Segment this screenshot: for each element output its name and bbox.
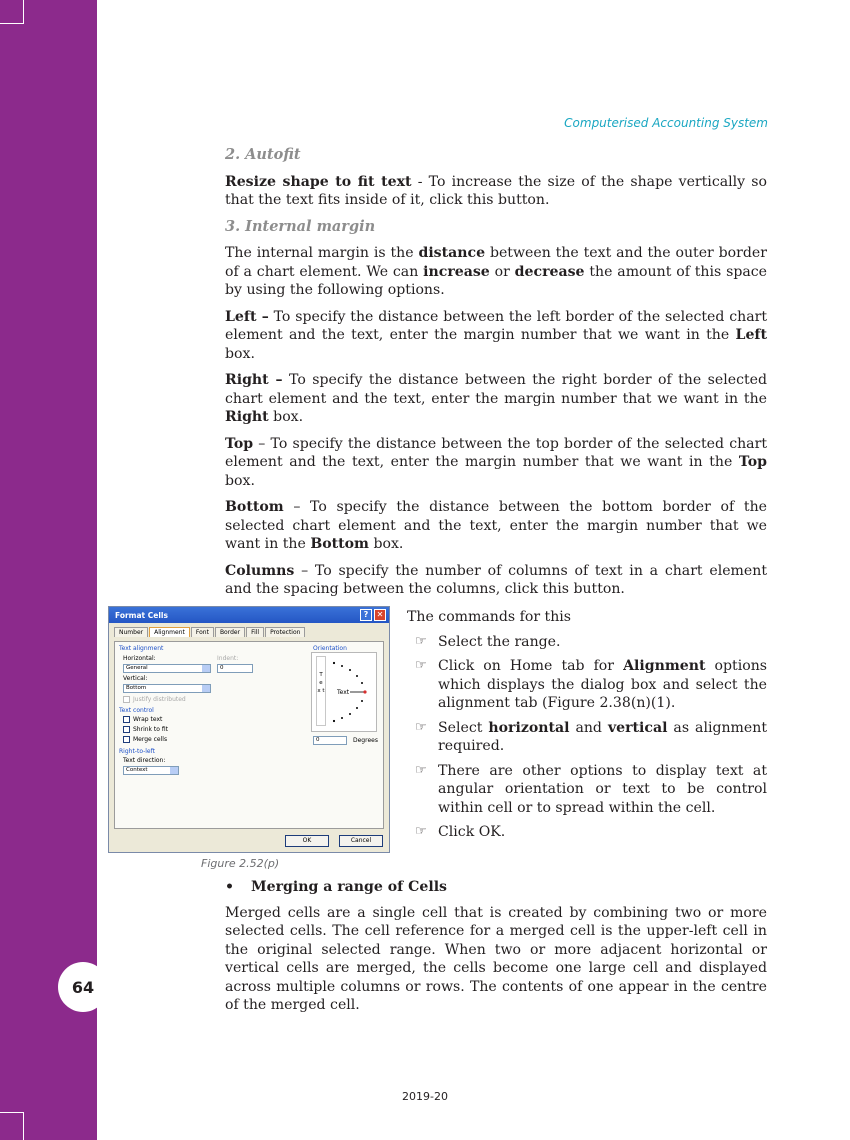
dialog-title-bar [109, 607, 389, 623]
text-direction-value: Context [126, 767, 148, 773]
vertical-value: Bottom [126, 685, 147, 691]
text-bold: vertical [607, 719, 668, 736]
format-cells-dialog-figure [108, 606, 390, 853]
pointing-hand-icon: ☞ [415, 658, 427, 673]
autofit-text: - To increase the size of the shape vertically so that the text fits inside of it, click this button. [225, 173, 767, 208]
commands-intro: The commands for this [407, 609, 572, 625]
bottom-margin-paragraph [225, 498, 767, 554]
left-margin-paragraph [225, 308, 767, 364]
text-bold: increase [423, 263, 490, 280]
columns-paragraph [225, 562, 767, 599]
footer-year: 2019-20 [402, 1090, 448, 1103]
text-run: There are other options to display text at angular orientation or text to be control within cell or to spread within the cell. [438, 762, 767, 816]
pointing-hand-icon: ☞ [415, 633, 427, 649]
internal-margin-intro [225, 244, 767, 300]
merge-cells-checkbox[interactable] [123, 736, 130, 743]
vertical-select[interactable] [123, 684, 211, 693]
text-run: – To specify the distance between the bottom border of the selected chart element and the text, enter the margin number that we want in the [225, 499, 767, 552]
tab-border[interactable]: Border [215, 627, 245, 637]
text-bold: Left [735, 327, 767, 343]
wrap-text-checkbox[interactable] [123, 716, 130, 723]
text-bold: horizontal [488, 719, 570, 736]
text-run: To specify the distance between the right border of the selected chart element and the text, enter the margin number that we want in the [225, 372, 767, 407]
text-bold: distance [418, 245, 486, 261]
text-direction-select[interactable] [123, 766, 179, 775]
top-margin-paragraph [225, 435, 767, 491]
vertical-label: Vertical: [123, 675, 148, 682]
autofit-heading: 2. Autofit [225, 146, 301, 163]
merging-section [225, 878, 767, 1015]
crop-mark-top [0, 0, 24, 24]
text-direction-label: Text direction: [123, 757, 166, 764]
text-run: or [489, 263, 515, 280]
text-run: – To specify the distance between the top border of the selected chart element and the text, enter the margin number that we want in the [225, 435, 767, 470]
indent-input[interactable]: 0 [217, 664, 253, 673]
text-bold: Right – [225, 372, 283, 388]
merging-paragraph: Merged cells are a single cell that is created by combining two or more selected cells. The cell reference for a merged cell is the upper-left cell in the original selected range. When two or more adjacent horizontal or vertical cells are merged, the cells become one large cell and displayed across multiple columns or rows. The contents of one appear in the centre of the merged cell. [225, 904, 767, 1013]
text-bold: Top [225, 435, 254, 452]
text-bold: Alignment [623, 658, 706, 674]
page-number: 64 [58, 962, 108, 1012]
right-margin-paragraph [225, 371, 767, 427]
text-bold: Left – [225, 308, 269, 325]
text-run: Select [438, 719, 489, 736]
ok-button[interactable]: OK [285, 835, 329, 847]
orientation-dial[interactable] [330, 657, 374, 727]
shrink-to-fit-label: Shrink to fit [133, 726, 168, 733]
shrink-to-fit-checkbox[interactable] [123, 726, 130, 733]
tab-fill[interactable]: Fill [246, 627, 264, 637]
text-run: box. [225, 472, 255, 489]
autofit-term: Resize shape to fit text [225, 173, 412, 190]
text-run: – To specify the number of columns of text in a chart element and the spacing between the columns, click this button. [225, 562, 767, 597]
running-head: Computerised Accounting System [564, 116, 768, 130]
text-alignment-group: Text alignment [119, 645, 164, 652]
list-item [407, 762, 767, 818]
orientation-box [311, 652, 377, 732]
dialog-tabs [109, 623, 389, 637]
text-control-group: Text control [119, 707, 154, 714]
degrees-input[interactable]: 0 [313, 736, 347, 745]
tab-alignment[interactable]: Alignment [149, 627, 190, 637]
text-bold: Right [225, 409, 269, 425]
tab-font[interactable]: Font [191, 627, 214, 637]
degrees-label: Degrees [353, 737, 378, 744]
list-item [407, 633, 767, 652]
merging-heading-text: Merging a range of Cells [251, 879, 447, 895]
merge-cells-label: Merge cells [133, 736, 168, 743]
justify-distributed-label: Justify distributed [133, 696, 186, 703]
indent-label: Indent: [217, 655, 239, 662]
text-bold: Columns [225, 562, 295, 579]
wrap-text-label: Wrap text [133, 716, 163, 723]
text-run: box. [225, 345, 255, 362]
text-run: Click OK. [438, 824, 506, 840]
orientation-dial-text: Text [337, 689, 350, 696]
right-to-left-group: Right-to-left [119, 748, 155, 755]
pointing-hand-icon: ☞ [415, 824, 427, 839]
text-run: the amount of this space by using the following options. [225, 263, 767, 298]
text-run: box. [368, 536, 404, 552]
text-bold: Bottom [310, 536, 369, 552]
text-run: between the text and the outer border of a chart element. We can [225, 245, 767, 280]
tab-number[interactable]: Number [114, 627, 148, 637]
close-icon[interactable]: ✕ [374, 609, 386, 621]
text-bold: Bottom [225, 499, 284, 515]
text-run: options which displays the dialog box and select the alignment tab (Figure 2.38(n)(1). [438, 658, 768, 711]
text-bold: Top [738, 454, 767, 470]
pointing-hand-icon: ☞ [415, 762, 427, 778]
justify-distributed-checkbox[interactable] [123, 696, 130, 703]
text-run: Click on Home tab for [438, 658, 624, 674]
text-run: as alignment required. [438, 719, 768, 754]
vertical-text-option[interactable]: T e x t [316, 656, 326, 726]
orientation-group: Orientation [313, 645, 347, 652]
help-icon[interactable]: ? [360, 609, 372, 621]
text-run: Select the range. [438, 633, 561, 650]
horizontal-value: General [126, 665, 148, 671]
internal-margin-heading: 3. Internal margin [225, 217, 376, 235]
merging-heading [225, 878, 767, 897]
dialog-title: Format Cells [115, 611, 168, 620]
autofit-paragraph [225, 173, 767, 210]
pointing-hand-icon: ☞ [415, 719, 427, 735]
alignment-panel [114, 641, 384, 829]
text-bold: decrease [514, 263, 585, 280]
text-run: The internal margin is the [225, 245, 419, 261]
main-content [225, 146, 767, 607]
list-item [407, 719, 767, 756]
horizontal-label: Horizontal: [123, 655, 156, 662]
crop-mark-bottom [0, 1112, 24, 1140]
commands-list [407, 633, 767, 842]
text-run: box. [268, 409, 304, 425]
list-item [407, 657, 767, 713]
bullet: • [225, 879, 235, 895]
commands-section [407, 608, 767, 848]
figure-caption: Figure 2.52(p) [201, 857, 280, 870]
text-run: and [569, 719, 608, 736]
list-item [407, 823, 767, 842]
tab-protection[interactable]: Protection [265, 627, 305, 637]
horizontal-select[interactable] [123, 664, 211, 673]
text-run: To specify the distance between the left border of the selected chart element and the text, enter the margin number that we want in the [225, 308, 767, 343]
cancel-button[interactable]: Cancel [339, 835, 383, 847]
